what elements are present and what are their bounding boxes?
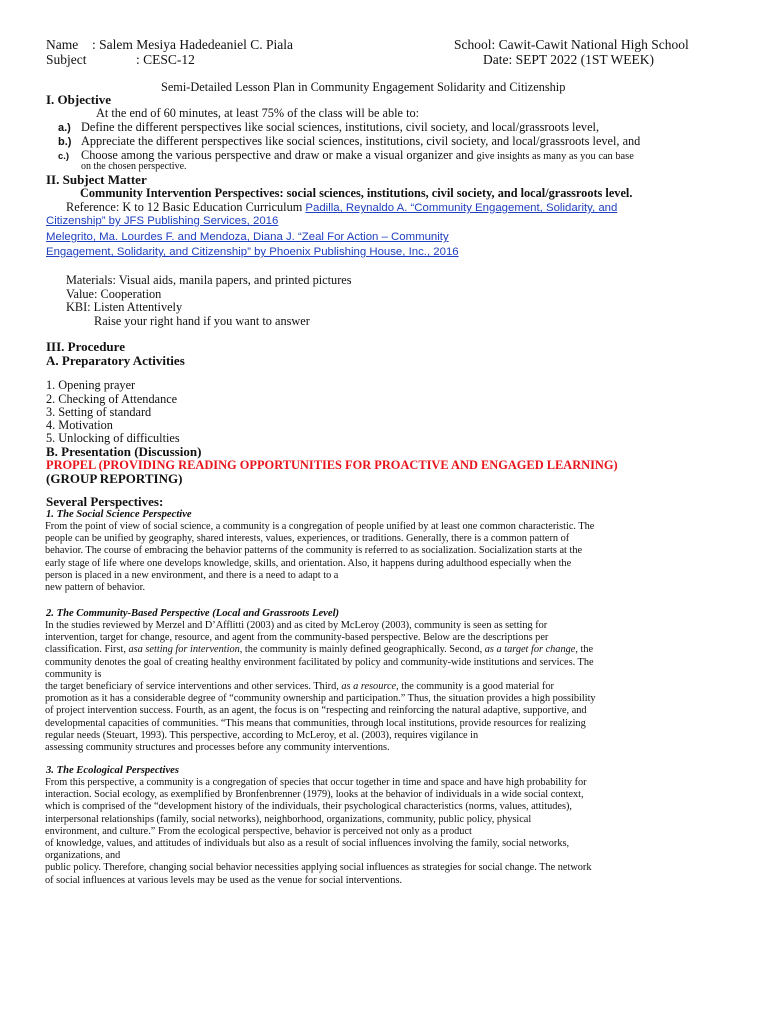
body-line: interpersonal relationships (family, social networks), neighborhood, organizations, community, public policy, physical (45, 813, 532, 825)
body-line: From the point of view of social science, a community is a congregation of people unified by at least one common characteristic. The (45, 521, 595, 532)
body-line: promotion as it has a considerable degree of “community ownership and participation.” Thus, the situation provides a high possibility (45, 693, 596, 705)
name-value: : Salem Mesiya Hadedeaniel C. Piala (92, 37, 293, 52)
body-line: developmental capacities of communities. “This means that communities, through local institutions, provide resources for realizing (45, 717, 586, 729)
perspectives-heading: Several Perspectives: (46, 494, 164, 509)
text-run: the target beneficiary of service interventions and other services. Third, (45, 681, 342, 693)
presentation-heading: B. Presentation (Discussion) (46, 444, 202, 459)
school-text: School: Cawit-Cawit National High School (454, 37, 689, 52)
procedure-heading: III. Procedure (46, 339, 125, 354)
body-line (45, 644, 725, 656)
objective-text-a: Define the different perspectives like social sciences, institutions, civil society, and local/grassroots level, (81, 120, 600, 134)
date-text: Date: SEPT 2022 (1ST WEEK) (483, 52, 654, 67)
objective-text-c-small: give insights as many as you can base (476, 151, 634, 162)
preparatory-heading: A. Preparatory Activities (46, 353, 185, 368)
body-line: environment, and culture.” From the ecological perspective, behavior is perceived not only as a product (45, 825, 472, 837)
body-line: assessing community structures and processes before any community interventions. (45, 742, 390, 754)
body-line: community denotes the goal of creating healthy environment facilitated by policy and community-wide institutions and services. The (45, 656, 594, 668)
kbi-text: KBI: Listen Attentively (66, 300, 183, 314)
prep-item: 4. Motivation (46, 418, 113, 432)
body-line: organizations, and (45, 850, 121, 862)
perspective-3-body (45, 777, 725, 887)
body-line: public policy. Therefore, changing social behavior necessities applying social influences as strategies for social change. The network (45, 862, 592, 874)
reference-label: Reference: K to 12 Basic Education Curriculum (66, 200, 303, 214)
italic-run: as a resource (341, 681, 397, 693)
body-line: early stage of life where one develops knowledge, skills, and orientation. Also, it happens during adulthood especially when the (45, 557, 572, 569)
objective-text-c-cont: on the chosen perspective. (81, 161, 187, 172)
objective-text-b: Appreciate the different perspectives like social sciences, institutions, civil society, and local/grassroots level, and (81, 134, 641, 148)
body-line: interaction. Social ecology, as exemplified by Bronfenbrenner (1979), looks at the behavior of individuals in a wide social context, (45, 789, 584, 801)
name-line (46, 37, 293, 53)
body-line: regular needs (Steuart, 1993). This perspective, according to McLeroy, et al. (2003), requires vigilance in (45, 729, 479, 741)
text-run: , the community is a good material for (396, 681, 554, 693)
body-line (45, 681, 725, 693)
italic-run: as a target for change (484, 644, 576, 656)
perspective-2-title: 2. The Community-Based Perspective (Local and Grassroots Level) (46, 608, 340, 619)
prep-item: 3. Setting of standard (46, 405, 152, 419)
objective-item-b (58, 134, 640, 149)
text-run: classification. First, (45, 644, 129, 656)
document-title: Semi-Detailed Lesson Plan in Community Engagement Solidarity and Citizenship (161, 80, 566, 94)
body-line: From this perspective, a community is a congregation of species that occur together in time and space and have high probability for (45, 777, 587, 788)
reference-link-1b[interactable]: Citizenship” by JFS Publishing Services, 2016 (46, 215, 279, 227)
objective-marker-a: a.) (58, 122, 71, 134)
reference-link-1a[interactable]: Padilla, Reynaldo A. “Community Engagement, Solidarity, and (305, 202, 618, 214)
body-line: of knowledge, values, and attitudes of individuals but also as a result of social influences involving the family, social networks, (45, 838, 570, 850)
objective-intro: At the end of 60 minutes, at least 75% of the class will be able to: (96, 106, 420, 120)
propel-heading: PROPEL (PROVIDING READING OPPORTUNITIES FOR PROACTIVE AND ENGAGED LEARNING) (46, 458, 618, 472)
text-run: , the (575, 644, 594, 656)
italic-run: asa setting for intervention (128, 644, 240, 656)
subject-matter-heading: II. Subject Matter (46, 172, 147, 187)
objective-item-a (58, 120, 599, 135)
perspective-2-body (45, 620, 725, 754)
body-line: of project intervention success. Fourth, as an agent, the focus is on “respecting and reinforcing the natural adaptive, supportive, and (45, 705, 587, 717)
reference-link-2a[interactable]: Melegrito, Ma. Lourdes F. and Mendoza, Diana J. “Zeal For Action – Community (46, 231, 449, 243)
body-line: new pattern of behavior. (45, 582, 146, 594)
reference-link-2b[interactable]: Engagement, Solidarity, and Citizenship” by Phoenix Publishing House, Inc., 2016 (46, 246, 459, 258)
prep-item: 5. Unlocking of difficulties (46, 431, 180, 445)
objective-marker-b: b.) (58, 136, 72, 148)
perspective-1-title: 1. The Social Science Perspective (46, 509, 192, 520)
materials-text: Materials: Visual aids, manila papers, and printed pictures (66, 273, 352, 287)
name-label: Name (46, 37, 79, 52)
subject-topic: Community Intervention Perspectives: social sciences, institutions, civil society, and local/grassroots level. (80, 186, 633, 200)
group-reporting: (GROUP REPORTING) (46, 471, 183, 486)
body-line: people can be unified by geography, shared interests, values, experiences, or traditions. Generally, there is a common pattern of (45, 533, 570, 545)
value-text: Value: Cooperation (66, 287, 162, 301)
objective-text-c: Choose among the various perspective and draw or make a visual organizer and (81, 148, 474, 162)
body-line: intervention, target for change, resource, and agent from the community-based perspective. Below are the descriptions per (45, 632, 549, 644)
body-line: of social influences at various levels may be used as the venue for social interventions. (45, 874, 403, 886)
text-run: , the community is mainly defined geographically. Second, (239, 644, 485, 656)
body-line: community is (45, 668, 102, 680)
prep-item: 1. Opening prayer (46, 378, 136, 392)
body-line: which is comprised of the “development history of the individuals, their psychological characteristics (norms, values, attitudes), (45, 801, 573, 813)
body-line: In the studies reviewed by Merzel and D’Afflitti (2003) and as cited by McLeroy (2003), community is seen as setting for (45, 620, 548, 631)
objective-heading: I. Objective (46, 92, 111, 107)
objective-marker-c: c.) (58, 151, 70, 162)
subject-value: : CESC-12 (136, 52, 195, 67)
body-line: person is placed in a new environment, and there is a need to adapt to a (45, 569, 339, 581)
perspective-3-title: 3. The Ecological Perspectives (46, 765, 179, 776)
subject-label: Subject (46, 52, 87, 67)
perspective-1-body (45, 521, 725, 594)
kbi-detail-text: Raise your right hand if you want to answer (94, 314, 310, 328)
body-line: behavior. The course of embracing the behavior patterns of the community is referred to as socialization. Socialization starts at the (45, 545, 583, 557)
subject-line (46, 52, 195, 68)
prep-item: 2. Checking of Attendance (46, 392, 178, 406)
reference-line (66, 200, 617, 215)
